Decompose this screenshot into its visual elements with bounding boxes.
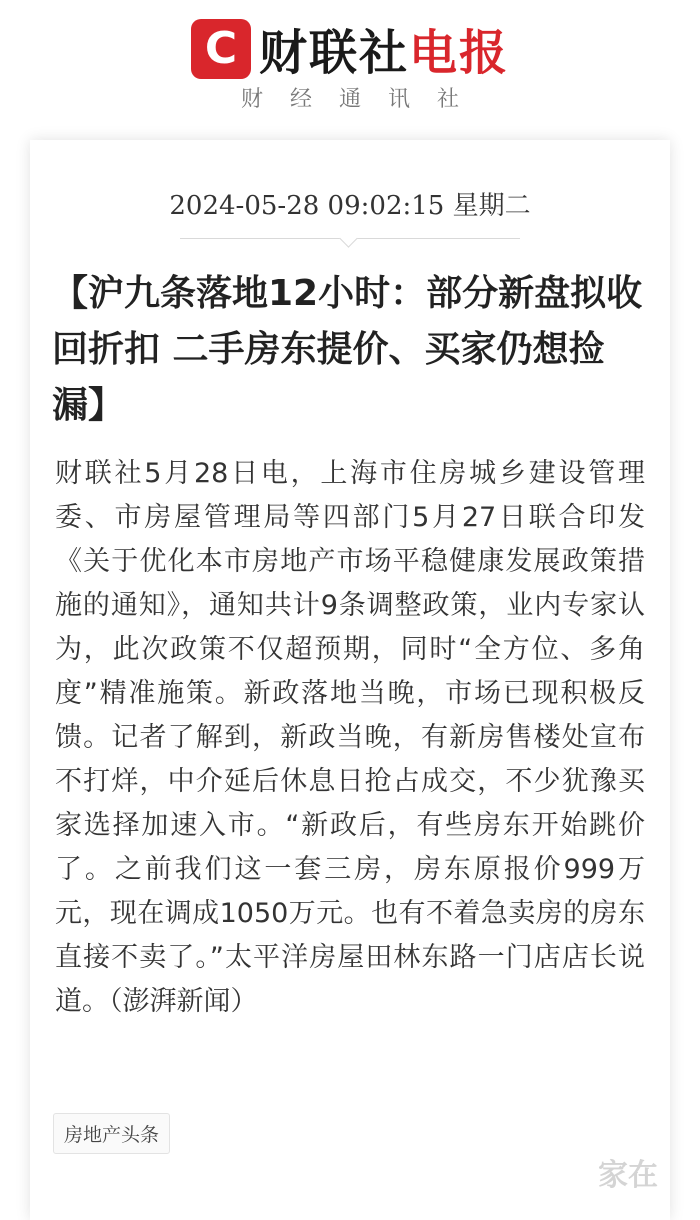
brand-subtitle: 财经通讯社 [240, 87, 486, 112]
brand-name-accent: 电报 [409, 25, 510, 81]
topic-tag[interactable]: 房地产头条 [53, 1113, 170, 1154]
brand-name [259, 14, 509, 83]
brand-name-main: 财联社 [258, 25, 409, 81]
brand-logo [0, 14, 700, 83]
brand-header [0, 0, 700, 130]
article-body: 财联社5月28日电，上海市住房城乡建设管理委、市房屋管理局等四部门5月27日联合印发《关于优化本市房地产市场平稳健康发展政策措施的通知》，通知共计9条调整政策，业内专家认为，此次政策不仅超预期，同时“全方位、多角度”精准施策。新政落地当晚，市场已现积极反馈。记者了解到，新政当晚，有新房售楼处宣布不打烊，中介延后休息日抢占成交，不少犹豫买家选择加速入市。“新政后，有些房东开始跳价了。之前我们这一套三房，房东原报价999万元，现在调成1050万元。也有不着急卖房的房东直接不卖了。”太平洋房屋田林东路一门店店长说道。（澎湃新闻） [55, 458, 645, 1017]
brand-logo-icon: C [191, 19, 251, 79]
article-title: 【沪九条落地12小时：部分新盘拟收回折扣 二手房东提价、买家仍想捡漏】 [52, 273, 643, 426]
publish-datetime: 2024-05-28 09:02:15 星期二 [169, 191, 531, 221]
watermark: 家在 [598, 1158, 658, 1193]
